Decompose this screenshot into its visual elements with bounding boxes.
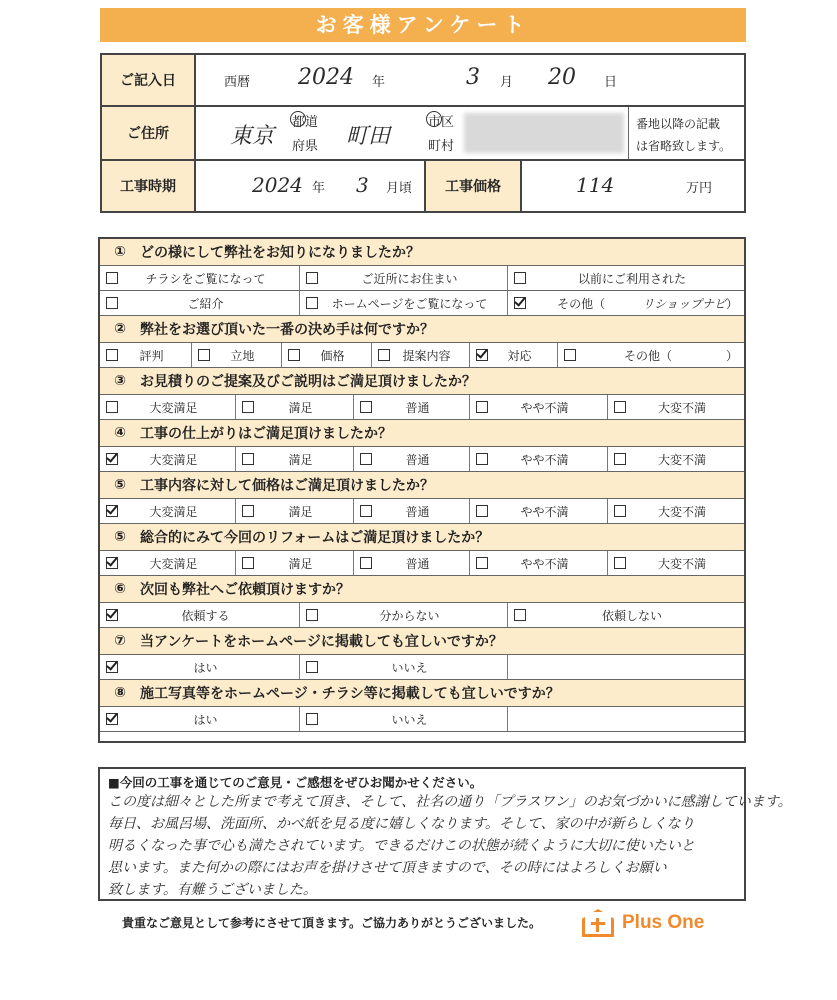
option-label: 大変満足 xyxy=(149,504,198,519)
cho-son-label: 町村 xyxy=(428,139,455,154)
checkbox[interactable] xyxy=(476,401,488,413)
answer-option[interactable] xyxy=(354,551,470,575)
city-circle-mark xyxy=(426,111,442,127)
question-header xyxy=(100,524,744,551)
option-label: やや不満 xyxy=(520,400,569,415)
period-month: 3 xyxy=(356,173,369,197)
options-row xyxy=(100,603,744,628)
option-label: 普通 xyxy=(405,504,430,519)
option-label: 価格 xyxy=(320,348,345,363)
checkbox[interactable] xyxy=(106,272,118,284)
option-label: 満足 xyxy=(288,504,313,519)
fu-ken-label: 府県 xyxy=(292,139,319,154)
options-row xyxy=(100,447,744,472)
option-label: 分からない xyxy=(379,608,440,623)
checkbox[interactable] xyxy=(360,401,372,413)
date-row xyxy=(102,55,744,107)
option-label: 大変満足 xyxy=(149,400,198,415)
option-label: 大変不満 xyxy=(657,556,706,571)
checkbox[interactable] xyxy=(242,453,254,465)
option-label: 大変不満 xyxy=(657,400,706,415)
address-label: ご住所 xyxy=(102,107,196,159)
answer-option[interactable] xyxy=(354,395,470,419)
survey-title: お客様アンケート xyxy=(100,8,746,42)
address-divider xyxy=(628,107,629,159)
price-label: 工事価格 xyxy=(424,161,522,211)
option-label: はい xyxy=(193,712,218,727)
price-unit: 万円 xyxy=(686,181,713,196)
checkbox[interactable] xyxy=(242,557,254,569)
answer-option[interactable] xyxy=(236,447,354,471)
address-city: 町田 xyxy=(346,124,391,149)
option-label: 対応 xyxy=(507,348,532,363)
option-label: 大変満足 xyxy=(149,452,198,467)
checkbox[interactable] xyxy=(306,661,318,673)
options-row xyxy=(100,343,744,368)
answer-option[interactable] xyxy=(608,447,744,471)
answer-option[interactable] xyxy=(192,343,282,367)
answer-option[interactable] xyxy=(470,395,608,419)
option-label: その他（ xyxy=(557,296,606,311)
option-label: 普通 xyxy=(405,400,430,415)
comment-box xyxy=(98,767,792,901)
comment-line: 明るくなった事で心も満たされています。できるだけこの状態が続くように大切に使いたいと xyxy=(108,838,695,854)
option-label: 満足 xyxy=(288,400,313,415)
option-label: 提案内容 xyxy=(402,348,451,363)
checkbox[interactable] xyxy=(614,505,626,517)
period-month-unit: 月頃 xyxy=(386,181,413,196)
customer-info-table xyxy=(100,53,746,213)
redacted-address xyxy=(464,113,624,153)
option-label: 大変不満 xyxy=(657,452,706,467)
answer-option[interactable] xyxy=(100,266,300,290)
option-label: 普通 xyxy=(405,556,430,571)
checked-checkbox[interactable] xyxy=(106,609,118,621)
option-label: その他（ xyxy=(623,348,672,363)
period-year: 2024 xyxy=(252,173,303,197)
checked-checkbox[interactable] xyxy=(476,349,488,361)
question-header xyxy=(100,368,744,395)
answer-option[interactable] xyxy=(354,447,470,471)
date-month: 3 xyxy=(466,65,480,90)
question-number: ⑧ xyxy=(114,685,126,701)
shi-ku-label: 市区 xyxy=(428,115,455,130)
answer-option[interactable] xyxy=(470,551,608,575)
period-year-unit: 年 xyxy=(312,181,326,196)
comment-line: 毎日、お風呂場、洗面所、かべ紙を見る度に嬉しくなります。そして、家の中が新らしくなり xyxy=(108,816,695,832)
date-label: ご記入日 xyxy=(102,55,196,105)
option-label: はい xyxy=(193,660,218,675)
options-row xyxy=(100,266,744,291)
answer-option[interactable] xyxy=(100,395,236,419)
month-unit: 月 xyxy=(500,75,514,90)
answer-option[interactable] xyxy=(300,291,508,315)
question-number: ② xyxy=(114,321,126,337)
checkbox[interactable] xyxy=(378,349,390,361)
checkbox[interactable] xyxy=(514,272,526,284)
question-header xyxy=(100,628,744,655)
period-label: 工事時期 xyxy=(102,161,196,211)
answer-option[interactable] xyxy=(236,551,354,575)
answer-option[interactable] xyxy=(100,603,300,627)
answer-option[interactable] xyxy=(100,707,300,731)
question-text: 工事内容に対して価格はご満足頂けましたか？ xyxy=(140,478,434,494)
checkbox[interactable] xyxy=(614,401,626,413)
checkbox[interactable] xyxy=(476,557,488,569)
options-row xyxy=(100,551,744,576)
option-label: いいえ xyxy=(391,660,428,675)
question-header xyxy=(100,576,744,603)
question-number: ④ xyxy=(114,425,126,441)
answer-option[interactable] xyxy=(372,343,470,367)
checked-checkbox[interactable] xyxy=(106,557,118,569)
day-unit: 日 xyxy=(604,75,618,90)
option-label: 大変満足 xyxy=(149,556,198,571)
question-text: 施工写真等をホームページ・チラシ等に掲載しても宜しいですか？ xyxy=(140,686,560,702)
option-label: やや不満 xyxy=(520,504,569,519)
answer-option[interactable] xyxy=(300,603,508,627)
answer-option[interactable] xyxy=(608,395,744,419)
checkbox[interactable] xyxy=(306,609,318,621)
checkbox[interactable] xyxy=(288,349,300,361)
question-header xyxy=(100,316,744,343)
answer-option[interactable] xyxy=(470,499,608,523)
answer-option[interactable] xyxy=(100,343,192,367)
answer-option xyxy=(508,655,744,679)
checkbox[interactable] xyxy=(306,713,318,725)
checkbox[interactable] xyxy=(614,557,626,569)
option-label: 満足 xyxy=(288,556,313,571)
options-row xyxy=(100,655,744,680)
checked-checkbox[interactable] xyxy=(106,453,118,465)
question-number: ⑥ xyxy=(114,581,126,597)
address-prefecture: 東京 xyxy=(230,124,275,149)
answer-option[interactable] xyxy=(608,499,744,523)
answer-option[interactable] xyxy=(236,499,354,523)
checked-checkbox[interactable] xyxy=(514,297,526,309)
era-label: 西暦 xyxy=(224,75,251,90)
answer-option[interactable] xyxy=(300,707,508,731)
question-header xyxy=(100,420,744,447)
question-number: ① xyxy=(114,244,126,260)
answer-option[interactable] xyxy=(100,551,236,575)
option-label: チラシをご覧になって xyxy=(145,271,266,286)
answer-option[interactable] xyxy=(100,499,236,523)
question-number: ③ xyxy=(114,373,126,389)
answer-option[interactable] xyxy=(470,343,558,367)
question-number: ⑦ xyxy=(114,633,126,649)
date-year: 2024 xyxy=(298,65,354,90)
comment-title: ■今回の工事を通じてのご意見・ご感想をぜひお聞かせください。 xyxy=(108,775,483,790)
options-row xyxy=(100,707,744,732)
options-row xyxy=(100,291,744,316)
option-label: 満足 xyxy=(288,452,313,467)
date-day: 20 xyxy=(548,65,576,90)
checkbox[interactable] xyxy=(106,401,118,413)
option-label: ご近所にお住まい xyxy=(361,271,458,286)
option-label: 普通 xyxy=(405,452,430,467)
answer-option[interactable] xyxy=(608,551,744,575)
close-paren: ） xyxy=(725,296,738,311)
question-text: どの様にして弊社をお知りになりましたか？ xyxy=(140,245,420,261)
checkbox[interactable] xyxy=(360,557,372,569)
close-paren: ） xyxy=(725,348,738,363)
answer-option[interactable] xyxy=(236,395,354,419)
answer-option[interactable] xyxy=(354,499,470,523)
option-label: やや不満 xyxy=(520,452,569,467)
checked-checkbox[interactable] xyxy=(106,661,118,673)
checkbox[interactable] xyxy=(306,272,318,284)
address-note-2: は省略致します。 xyxy=(636,139,732,153)
prefecture-circle-mark xyxy=(290,111,306,127)
checkbox[interactable] xyxy=(106,349,118,361)
checkbox[interactable] xyxy=(476,505,488,517)
to-do-label: 都道 xyxy=(292,115,319,130)
option-label: ホームページをご覧になって xyxy=(331,296,488,311)
questionnaire xyxy=(98,237,746,743)
option-label: 立地 xyxy=(230,348,255,363)
logo-text: Plus One xyxy=(622,912,705,933)
checked-checkbox[interactable] xyxy=(106,713,118,725)
question-number: ⑤ xyxy=(114,529,126,545)
comment-line: 致します。有難うございました。 xyxy=(108,882,317,898)
question-number: ⑤ xyxy=(114,477,126,493)
answer-option[interactable] xyxy=(100,655,300,679)
option-label: 依頼する xyxy=(181,608,230,623)
checkbox[interactable] xyxy=(198,349,210,361)
question-text: お見積りのご提案及びご説明はご満足頂けましたか？ xyxy=(140,374,476,390)
option-label: 以前にご利用された xyxy=(577,271,686,286)
house-plus-icon xyxy=(582,909,614,937)
checkbox[interactable] xyxy=(564,349,576,361)
question-header xyxy=(100,680,744,707)
checkbox[interactable] xyxy=(514,609,526,621)
plus-one-logo xyxy=(582,906,732,940)
answer-option[interactable] xyxy=(508,266,744,290)
question-text: 工事の仕上がりはご満足頂けましたか？ xyxy=(140,426,392,442)
answer-option[interactable] xyxy=(100,291,300,315)
checkbox[interactable] xyxy=(360,505,372,517)
checkbox[interactable] xyxy=(106,297,118,309)
option-label: ご紹介 xyxy=(187,296,224,311)
period-price-row xyxy=(102,161,744,211)
price-value: 114 xyxy=(576,173,615,197)
options-row xyxy=(100,499,744,524)
options-row xyxy=(100,395,744,420)
answer-option xyxy=(508,707,744,731)
question-text: 総合的にみて今回のリフォームはご満足頂けましたか？ xyxy=(140,530,490,546)
option-label: 依頼しない xyxy=(601,608,662,623)
option-label: やや不満 xyxy=(520,556,569,571)
answer-option[interactable] xyxy=(300,266,508,290)
answer-option[interactable] xyxy=(470,447,608,471)
checkbox[interactable] xyxy=(360,453,372,465)
question-text: 次回も弊社へご依頼頂けますか？ xyxy=(140,582,350,598)
checkbox[interactable] xyxy=(242,401,254,413)
checkbox[interactable] xyxy=(614,453,626,465)
answer-option[interactable] xyxy=(508,603,744,627)
answer-option[interactable] xyxy=(100,447,236,471)
option-label: 大変不満 xyxy=(657,504,706,519)
answer-option[interactable] xyxy=(558,343,744,367)
comment-line: 思います。また何かの際にはお声を掛けさせて頂きますので、その時にはよろしくお願い xyxy=(108,860,667,876)
address-row xyxy=(102,107,744,161)
footer-note: 貴重なご意見として参考にさせて頂きます。ご協力ありがとうございました。 xyxy=(122,916,542,930)
year-unit: 年 xyxy=(372,75,386,90)
address-note-1: 番地以降の記載 xyxy=(636,117,721,131)
question-header xyxy=(100,472,744,499)
answer-option[interactable] xyxy=(508,291,744,315)
checkbox[interactable] xyxy=(242,505,254,517)
option-label: いいえ xyxy=(391,712,428,727)
option-label: 評判 xyxy=(139,348,164,363)
other-answer-text: リショップナビ xyxy=(642,296,726,311)
checkbox[interactable] xyxy=(306,297,318,309)
answer-option[interactable] xyxy=(300,655,508,679)
checked-checkbox[interactable] xyxy=(106,505,118,517)
question-text: 当アンケートをホームページに掲載しても宜しいですか？ xyxy=(140,634,503,650)
question-header xyxy=(100,239,744,266)
answer-option[interactable] xyxy=(282,343,372,367)
checkbox[interactable] xyxy=(476,453,488,465)
comment-line: この度は細々とした所まで考えて頂き、そして、社名の通り「プラスワン」のお気づかいに感謝しています。 xyxy=(108,794,792,810)
question-text: 弊社をお選び頂いた一番の決め手は何ですか？ xyxy=(140,322,434,338)
